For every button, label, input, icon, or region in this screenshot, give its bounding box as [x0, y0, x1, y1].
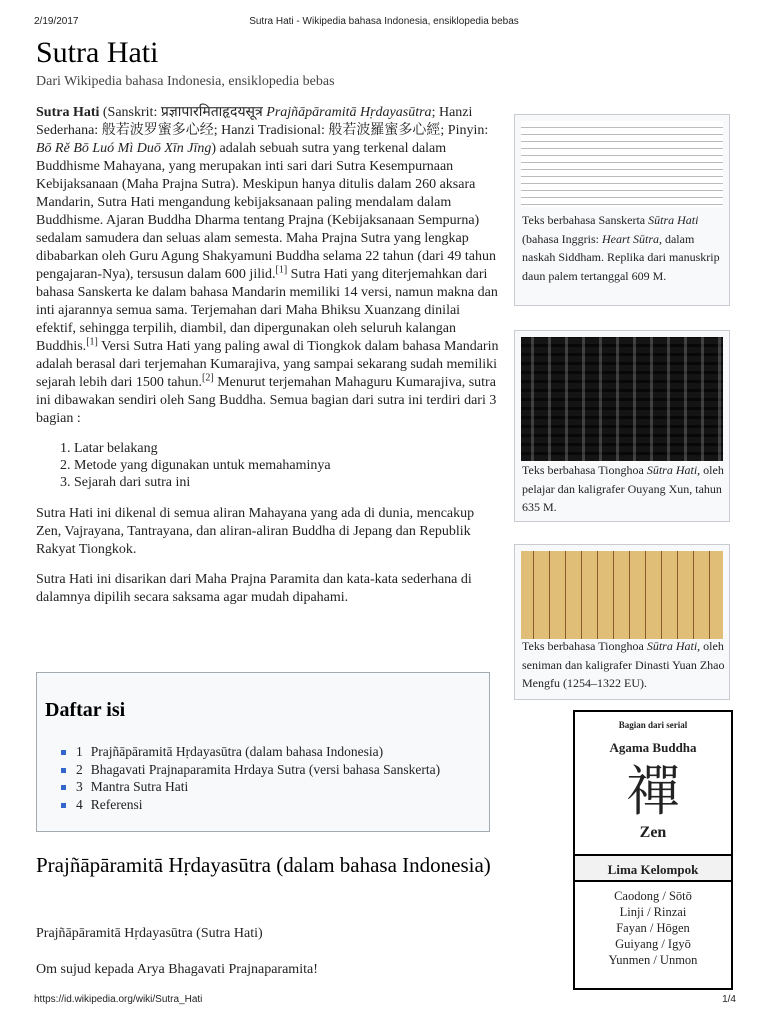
toc-heading: Daftar isi — [45, 699, 126, 721]
page-number: 1/4 — [722, 994, 736, 1005]
list-item: 3. Sejarah dari sutra ini — [74, 474, 500, 491]
toc-link[interactable]: Mantra Sutra Hati — [90, 779, 189, 794]
toc-number: 2 — [76, 761, 83, 777]
thumbnail-sanskrit-manuscript — [514, 114, 730, 306]
intro-bold-term: Sutra Hati — [36, 105, 100, 120]
thumbnail-caption — [522, 211, 726, 285]
calligraphy-image[interactable] — [521, 337, 723, 461]
toc-number: 4 — [76, 796, 83, 812]
list-item: 2. Metode yang digunakan untuk memahaminya — [74, 457, 500, 474]
toc-item[interactable] — [61, 761, 440, 779]
series-list-item[interactable]: Fayan / Hōgen — [616, 921, 690, 935]
series-list — [575, 888, 731, 968]
series-list-item[interactable]: Caodong / Sōtō — [614, 889, 692, 903]
manuscript-image[interactable] — [521, 121, 723, 207]
intro-text-2: ; Hanzi Sederhana: 般若波罗蜜多心经; Hanzi Tradisional: 般若波羅蜜多心經; Pinyin: — [36, 105, 489, 138]
section-paragraph: Prajñāpāramitā Hṛdayasūtra (Sutra Hati) — [36, 926, 263, 941]
article-title: Sutra Hati — [36, 36, 159, 69]
toc-link[interactable]: Bhagavati Prajnaparamita Hrdaya Sutra (versi bahasa Sanskerta) — [90, 761, 441, 777]
section-paragraph: Om sujud kepada Arya Bhagavati Prajnaparamita! — [36, 962, 318, 977]
list-item: 1. Latar belakang — [74, 440, 500, 457]
toc-link[interactable]: Referensi — [90, 796, 143, 812]
intro-text-6: Menurut terjemahan Mahaguru Kumarajiva, sutra ini dibawakan sendiri oleh Sang Buddha. Semua bagian dari sutra ini terdiri dari 3 bagian : — [36, 375, 497, 426]
calligraphy-image[interactable] — [521, 551, 723, 639]
series-religion-link[interactable]: Agama Buddha — [609, 740, 697, 755]
bullet-icon — [61, 768, 66, 773]
thumbnail-zhao-mengfu — [514, 544, 730, 700]
caption-text: Teks berbahasa Tionghoa — [522, 639, 647, 653]
article-subtitle: Dari Wikipedia bahasa Indonesia, ensiklopedia bebas — [36, 74, 335, 89]
series-list-heading: Lima Kelompok — [575, 854, 731, 882]
caption-text: , dalam naskah Siddham. Replika dari manuskrip daun palem tertanggal 609 M. — [522, 231, 720, 283]
intro-text-5: Versi Sutra Hati yang paling awal di Tiongkok dalam bahasa Mandarin adalah berasal dari terjemahan Kumarajiva, yang sampai sekarang sudah memiliki sejarah lebih dari 1500 tahun. — [36, 339, 499, 390]
caption-text: (bahasa Inggris: — [522, 231, 602, 246]
series-list-item[interactable]: Yunmen / Unmon — [608, 953, 698, 967]
toc-list — [61, 743, 440, 813]
intro-italic-1: Prajñāpāramitā Hṛdayasūtra — [266, 105, 432, 120]
toc-item[interactable] — [61, 796, 440, 814]
intro-paragraph — [36, 104, 500, 428]
caption-italic: Sūtra Hati — [648, 213, 699, 227]
thumbnail-caption — [522, 637, 726, 693]
series-sidebar — [573, 710, 733, 990]
table-of-contents — [36, 672, 490, 832]
intro-italic-2: Bō Rě Bō Luó Mì Duō Xīn Jīng — [36, 141, 212, 156]
toc-item[interactable] — [61, 743, 440, 761]
bullet-icon — [61, 803, 66, 808]
print-date: 2/19/2017 — [34, 16, 79, 27]
toc-number: 1 — [76, 744, 83, 759]
caption-text: Teks berbahasa Tionghoa — [522, 463, 647, 477]
article-body — [36, 104, 500, 619]
caption-text: , oleh seniman dan kaligrafer Dinasti Yuan Zhao Mengfu (1254–1322 EU). — [522, 639, 725, 690]
series-part-of: Bagian dari serial — [618, 720, 688, 730]
intro-text-3: ) adalah sebuah sutra yang terkenal dalam Buddhisme Mahayana, yang merupakan inti sari dari Sutra Kesempurnaan Kebijaksanaan (Maha Prajna Sutra). Meskipun hanya ditulis dalam 260 aksara Mandarin, Sutra Hati mengandung kebijaksanaan paling mendalam dalam Buddhisme. Ajaran Buddha Dharma tentang Prajna (Kebijaksanaan Sempurna) sedalam samudera dan seluas alam semesta. Maha Prajna Sutra yang lengkap dibabarkan oleh Guru Agung Shakyamuni Buddha selama 22 tahun (dari 49 tahun pengajaran-Nya), tersusun dalam 600 jilid. — [36, 141, 496, 282]
caption-text: Teks berbahasa Sanskerta — [522, 213, 649, 227]
reference-link[interactable]: [1] — [275, 264, 288, 276]
intro-text-4: Sutra Hati yang diterjemahkan dari bahasa Sanskerta ke dalam bahasa Mandarin memiliki 14 versi, namun makna dan inti ajarannya semua sama. Terjemahan dari Maha Bhiksu Xuanzang dinilai efektif, sehingga terpilih, diambil, dan dipergunakan oleh seluruh kalangan Buddhis. — [36, 267, 498, 354]
print-url: https://id.wikipedia.org/wiki/Sutra_Hati — [34, 994, 203, 1005]
toc-number: 3 — [76, 779, 83, 794]
zen-character-icon: 禪 — [626, 760, 680, 823]
caption-text: , oleh pelajar dan kaligrafer Ouyang Xun, tahun 635 M. — [522, 463, 724, 514]
series-list-item[interactable]: Guiyang / Igyō — [615, 937, 691, 951]
bullet-icon — [61, 785, 66, 790]
series-school-link[interactable]: Zen — [639, 824, 667, 841]
caption-italic: Sūtra Hati — [646, 463, 698, 477]
reference-link[interactable]: [2] — [202, 372, 214, 384]
parts-list — [36, 440, 500, 491]
bullet-icon — [61, 750, 66, 755]
section-heading: Prajñāpāramitā Hṛdayasūtra (dalam bahasa Indonesia) — [36, 853, 491, 877]
caption-italic: Heart Sūtra — [601, 231, 659, 246]
reference-link[interactable]: [1] — [86, 336, 98, 348]
caption-italic: Sūtra Hati — [646, 639, 698, 653]
thumbnail-caption — [522, 461, 726, 517]
series-list-item[interactable]: Linji / Rinzai — [619, 905, 687, 919]
intro-text-1: (Sanskrit: प्रज्ञापारमिताहृदयसूत्र — [99, 105, 267, 120]
thumbnail-ouyang-xun — [514, 330, 730, 522]
print-page-title: Sutra Hati - Wikipedia bahasa Indonesia, ensiklopedia bebas — [249, 16, 519, 27]
toc-link[interactable]: Prajñāpāramitā Hṛdayasūtra (dalam bahasa Indonesia) — [90, 744, 384, 759]
toc-item[interactable] — [61, 778, 440, 796]
paragraph-schools: Sutra Hati ini dikenal di semua aliran Mahayana yang ada di dunia, mencakup Zen, Vajrayana, Tantrayana, dan aliran-aliran Buddha di Jepang dan Republik Rakyat Tiongkok. — [36, 506, 475, 557]
paragraph-summary: Sutra Hati ini disarikan dari Maha Prajna Paramita dan kata-kata sederhana di dalamnya dipilih secara saksama agar mudah dipahami. — [36, 572, 472, 605]
